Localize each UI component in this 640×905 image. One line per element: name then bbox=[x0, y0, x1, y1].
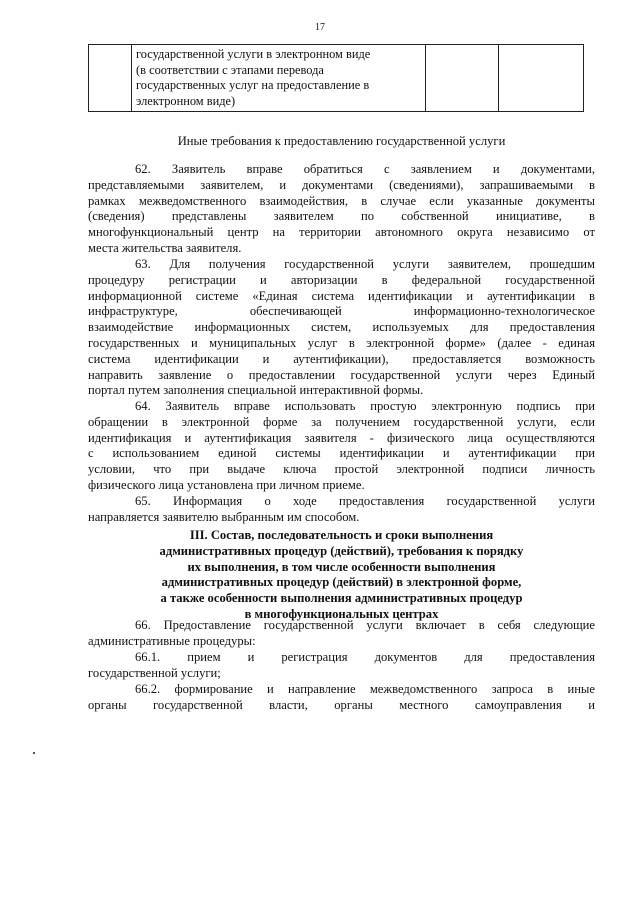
scan-speck bbox=[33, 752, 35, 754]
section-title bbox=[88, 528, 595, 623]
section-title-line: их выполнения, в том числе особенности выполнения bbox=[187, 559, 496, 574]
text-line: органы государственной власти, органы местного самоуправления и bbox=[88, 697, 595, 712]
text-line: 66. Предоставление государственной услуги включает в себя следующие bbox=[135, 618, 595, 632]
text-line: рамках межведомственного взаимодействия, в случае если указанные документы bbox=[88, 193, 595, 208]
page-number: 17 bbox=[315, 22, 325, 33]
section-title-line: административных процедур (действий) в электронной форме, bbox=[161, 575, 522, 590]
table-text-line: государственной услуги в электронном виде bbox=[136, 47, 371, 61]
text-line: 64. Заявитель вправе использовать простую электронную подпись при bbox=[135, 399, 595, 413]
text-line: представляемыми заявителем, и документами (сведениями), запрашиваемыми в bbox=[88, 177, 595, 192]
table-text-line: электронном виде) bbox=[136, 93, 236, 108]
text-line: идентификация и аутентификация заявителя - физического лица осуществляются bbox=[88, 430, 595, 445]
text-line: информационной системе «Единая система идентификации и аутентификации в bbox=[88, 288, 595, 303]
paragraph-66-2 bbox=[88, 682, 595, 714]
text-line: инфраструктуре, обеспечивающей информационно-технологическое bbox=[88, 304, 595, 319]
text-line: направляется заявителю выбранным им способом. bbox=[88, 509, 360, 524]
section-title-line: в многофункциональных центрах bbox=[244, 606, 439, 621]
paragraph-65 bbox=[88, 494, 595, 526]
text-line: процедуру регистрации и авторизации в федеральной государственной bbox=[88, 272, 595, 287]
text-line: взаимодействие информационных систем, используемых для предоставления bbox=[88, 320, 595, 335]
text-line: условии, что при выдаче ключа простой электронной подписи личность bbox=[88, 462, 595, 477]
paragraph-66 bbox=[88, 618, 595, 650]
section-title-line: III. Состав, последовательность и сроки выполнения bbox=[189, 528, 494, 542]
text-line: 66.2. формирование и направление межведомственного запроса в иные bbox=[135, 682, 595, 696]
text-line: 65. Информация о ходе предоставления государственной услуги bbox=[135, 494, 595, 508]
text-line: направить заявление о предоставлении государственной услуги через Единый bbox=[88, 367, 595, 382]
paragraph-63 bbox=[88, 257, 595, 399]
text-line: 62. Заявитель вправе обратиться с заявлением и документами, bbox=[135, 162, 595, 176]
text-line: система идентификации и аутентификации), предоставляется возможность bbox=[88, 351, 595, 366]
text-line: государственных и муниципальных услуг в электронной форме» (далее - единая bbox=[88, 335, 595, 350]
table-cell-number bbox=[89, 45, 132, 112]
text-line: многофункциональный центр на территории автономного округа независимо от bbox=[88, 225, 595, 240]
paragraph-62 bbox=[88, 162, 595, 257]
section-title-line: а также особенности выполнения административных процедур bbox=[160, 591, 523, 606]
table-text-line: государственных услуг на предоставление в bbox=[136, 78, 370, 92]
subsection-heading: Иные требования к предоставлению государственной услуги bbox=[177, 134, 506, 148]
section-title-line: административных процедур (действий), требования к порядку bbox=[159, 543, 524, 558]
table-cell-empty bbox=[499, 45, 584, 112]
text-line: административные процедуры: bbox=[88, 633, 256, 648]
table-text-line: (в соответствии с этапами перевода bbox=[136, 62, 324, 77]
text-line: места жительства заявителя. bbox=[88, 240, 242, 255]
table-row bbox=[89, 45, 584, 112]
text-line: 66.1. прием и регистрация документов для предоставления bbox=[135, 650, 595, 664]
text-line: обращении в электронной форме за получением государственной услуги, если bbox=[88, 414, 595, 429]
text-line: 63. Для получения государственной услуги заявителем, прошедшим bbox=[135, 257, 595, 271]
table-cell-description bbox=[132, 45, 426, 112]
table-cell-empty bbox=[426, 45, 499, 112]
text-line: с использованием единой системы идентификации и аутентификации при bbox=[88, 446, 595, 461]
paragraph-64 bbox=[88, 399, 595, 494]
paragraph-66-1 bbox=[88, 650, 595, 682]
text-line: государственной услуги; bbox=[88, 665, 221, 680]
text-line: портал путем заполнения специальной интерактивной формы. bbox=[88, 383, 424, 398]
text-line: (сведения) представлены заявителем по собственной инициативе, в bbox=[88, 209, 595, 224]
text-line: физического лица установлена при личном приеме. bbox=[88, 477, 365, 492]
continuation-table bbox=[88, 44, 584, 112]
